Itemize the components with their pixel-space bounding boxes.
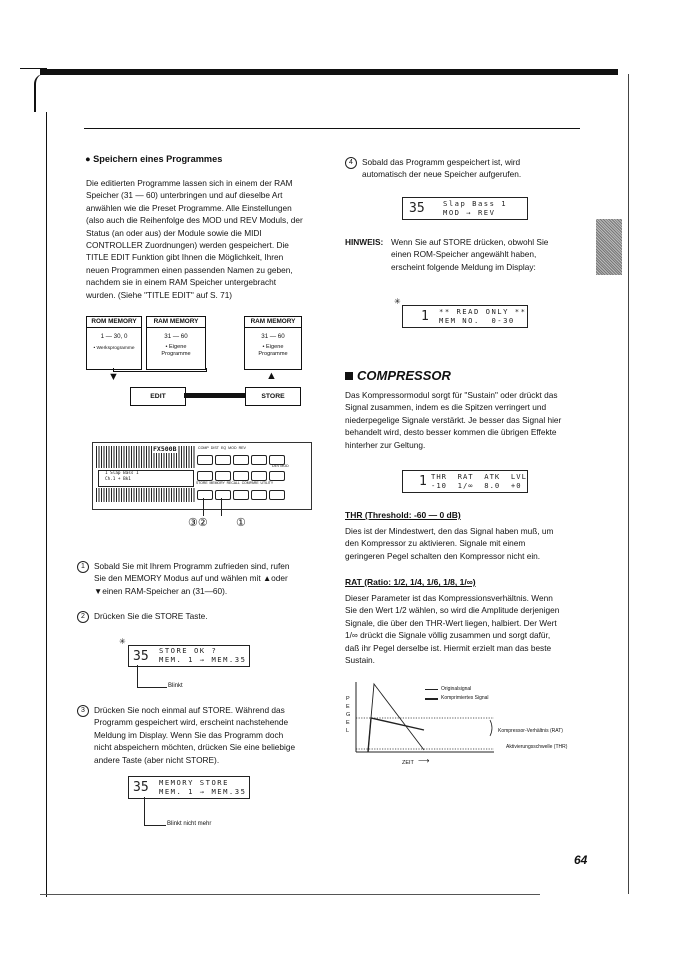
panel-stripes-top xyxy=(96,446,196,468)
panel-key-2[interactable] xyxy=(215,455,231,465)
store-box: STORE xyxy=(245,387,301,406)
thr-text: Dies ist der Mindestwert, den das Signal haben muß, um den Kompressor zu aktivieren. Signale mit einem geringeren Pegel schalten den Kompressor nicht ein. xyxy=(345,526,554,561)
noblink-pointer-h xyxy=(144,825,166,826)
blink-caption: Blinkt xyxy=(168,683,183,689)
label-threshold: Aktivierungsschwelle (THR) xyxy=(506,744,568,750)
square-bullet-icon xyxy=(345,372,353,380)
top-thin-line xyxy=(20,68,47,69)
section-heading-store: ● Speichern eines Programmes xyxy=(85,154,223,164)
thr-heading: THR (Threshold: -60 — 0 dB) xyxy=(345,510,461,520)
step-number: 4 xyxy=(345,157,357,169)
ratio-bracket xyxy=(490,720,492,736)
ram-memory-box-left: RAM MEMORY 31 — 60 • Eigene Programme xyxy=(146,316,206,370)
blink-rays-icon-2: ✳ xyxy=(394,297,401,306)
step-number: 2 xyxy=(77,611,89,623)
noblink-caption: Blinkt nicht mehr xyxy=(167,821,212,827)
step-2: 2 Drücken Sie die STORE Taste. xyxy=(77,610,347,622)
callout-line-a xyxy=(203,498,204,516)
panel-led-row-2: DEV MOD xyxy=(272,464,289,468)
panel-lcd: 1 Slap Bass 1 Ch.1 + Bk1 xyxy=(98,470,194,487)
panel-key-labels: STORE MEMORY RECALL COMPARE UTILITY xyxy=(196,481,274,485)
led-rev: REV xyxy=(238,446,246,450)
panel-compare-key[interactable] xyxy=(251,490,267,500)
rom-memory-box: ROM MEMORY 1 — 30, 0 • Werksprogramme xyxy=(86,316,142,370)
up-arrow-icon: ▲ xyxy=(266,370,277,382)
panel-store-key[interactable] xyxy=(197,490,213,500)
panel-key-4[interactable] xyxy=(251,455,267,465)
led-eq: EQ xyxy=(220,446,227,450)
page-number: 64 xyxy=(574,853,588,867)
header-rule xyxy=(84,128,580,129)
compressed-signal-line xyxy=(368,718,424,752)
left-margin-line xyxy=(46,112,47,897)
callout-line-b xyxy=(221,498,222,516)
left-binding-curve xyxy=(34,74,48,112)
compressor-heading: COMPRESSOR xyxy=(345,368,451,383)
panel-key-3[interactable] xyxy=(233,455,249,465)
panel-recall-key[interactable] xyxy=(233,490,249,500)
compressor-intro: Das Kompressormodul sorgt für "Sustain" oder drückt das Signal zusammen, indem es die Spitzen verringert und niederpegelige Signale verstärkt. Je besser das Signal hier behandelt wird, desto besser kommen die übrigen Effekte hinterher zur Geltung. xyxy=(345,390,562,450)
panel-key-6[interactable] xyxy=(197,471,213,481)
hinweis-label: HINWEIS: xyxy=(345,237,384,247)
edit-store-bar xyxy=(184,393,245,398)
right-margin-line xyxy=(628,74,629,894)
legend-original: Originalsignal xyxy=(441,686,472,692)
down-arrow-icon: ▼ xyxy=(108,371,119,383)
top-thick-bar xyxy=(40,69,618,75)
rat-heading: RAT (Ratio: 1/2, 1/4, 1/6, 1/8, 1/∞) xyxy=(345,577,476,587)
panel-key-down[interactable] xyxy=(215,471,231,481)
step-number: 1 xyxy=(77,561,89,573)
legend-original-swatch xyxy=(425,689,438,690)
callout-label-b: ① xyxy=(236,517,246,529)
blink-pointer-line xyxy=(137,665,138,687)
edit-box: EDIT xyxy=(130,387,186,406)
panel-brand: FX500B xyxy=(153,445,177,453)
graph-plot xyxy=(354,680,500,760)
ram-memory-box-right: RAM MEMORY 31 — 60 • Eigene Programme xyxy=(244,316,302,370)
bottom-rule xyxy=(40,894,540,895)
panel-key-9[interactable] xyxy=(269,471,285,481)
step-3: 3 Drücken Sie noch einmal auf STORE. Während das Programm gespeichert wird, erscheint nachstehende Meldung im Display. Wenn Sie das Programm doch nicht abspeichern möchten, drücken Sie eine beliebige andere Taste (aber nicht STORE). xyxy=(77,704,352,766)
lcd-recall: 35 Slap Bass 1 MOD → REV xyxy=(402,197,528,220)
lcd-read-only: 1 ** READ ONLY ** MEM NO. 0-30 xyxy=(402,305,528,328)
step-4: 4 Sobald das Programm gespeichert ist, wird automatisch der neue Speicher aufgerufen. xyxy=(345,156,585,181)
blink-pointer-h xyxy=(137,687,167,688)
led-mod: MOD xyxy=(228,446,237,450)
panel-stripes-bottom xyxy=(96,488,196,502)
panel-key-8[interactable] xyxy=(251,471,267,481)
hinweis-note: HINWEIS: Wenn Sie auf STORE drücken, obwohl Sie einen ROM-Speicher angewählt haben, erscheint folgende Meldung im Display: xyxy=(345,237,549,272)
lcd-thr: 1 THR RAT ATK LVL -10 1/∞ 8.0 +0 xyxy=(402,470,528,493)
blink-rays-icon: ✳ xyxy=(119,637,126,646)
callout-label-a: ③② xyxy=(188,517,208,529)
graph-y-letters: P E G E L xyxy=(346,696,351,734)
led-comp: COMP xyxy=(198,446,209,450)
led-dist: DIST xyxy=(210,446,219,450)
noblink-pointer-line xyxy=(144,797,145,825)
step-1: 1 Sobald Sie mit Ihrem Programm zufrieden sind, rufen Sie den MEMORY Modus auf und wählen mit ▲oder ▼einen RAM-Speicher an (31—60). xyxy=(77,560,347,597)
panel-memory-key[interactable] xyxy=(215,490,231,500)
graph-x-label: ZEIT xyxy=(402,760,414,766)
lcd-store-ok: 35 STORE OK ? MEM. 1 → MEM.35 xyxy=(128,645,250,667)
panel-led-row xyxy=(198,446,308,450)
lcd-memory-store: 35 MEMORY STORE MEM. 1 → MEM.35 xyxy=(128,776,250,799)
step-number: 3 xyxy=(77,705,89,717)
panel-key-1[interactable] xyxy=(197,455,213,465)
bullet-icon: ● xyxy=(85,154,94,164)
label-ratio: Kompressor-Verhältnis (RAT) xyxy=(498,728,563,734)
rat-text: Dieser Parameter ist das Kompressionsverhältnis. Wenn Sie den Wert 1/2 wählen, so wird die Amplitude derjenigen Signale, die über den THR-Wert liegen, halbiert. Der Wert 1/∞ drückt die Signale völlig zusammen und sorgt dafür, daß ihr Pegel derselbe ist. Hiermit erzielt man das beste Sustain. xyxy=(345,593,560,666)
panel-utility-key[interactable] xyxy=(269,490,285,500)
graph-x-arrow-icon: ⟶ xyxy=(418,756,430,765)
legend-compressed: Komprimiertes Signal xyxy=(441,695,489,701)
intro-paragraph: Die editierten Programme lassen sich in einem der RAM Speicher (31 — 60) unterbringen und auf dieselbe Art anwählen wie die Preset Programme. Alle Einstellungen (also auch die Reihenfolge des MOD und REV Moduls, der Status (an oder aus) der Module sowie die MIDI CONTROLLER Zuordnungen) werden gespeichert. Die TITLE EDIT Funktion gibt Ihnen die Möglichkeit, Ihren neuen Programmen einen passenden Namen zu geben, nachdem sie in einem RAM Speicher untergebracht wurden. (Siehe "TITLE EDIT" auf S. 71) xyxy=(86,178,303,300)
side-tab-marker xyxy=(596,219,622,275)
rom-to-ram-connector xyxy=(113,368,207,372)
legend-compressed-swatch xyxy=(425,698,438,700)
panel-key-up[interactable] xyxy=(233,471,249,481)
